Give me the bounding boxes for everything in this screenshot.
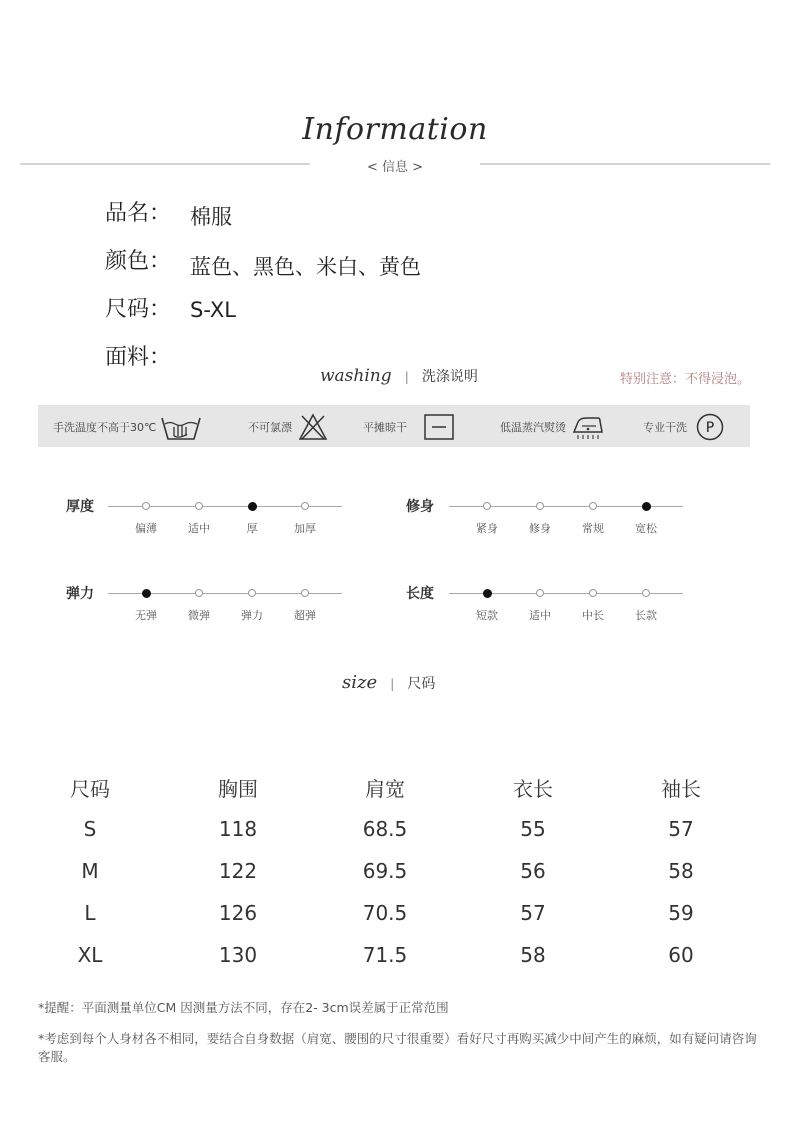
info-label-size: 尺码： <box>105 297 172 322</box>
scale-dot <box>483 502 491 510</box>
size-table-cell: 130 <box>218 943 258 967</box>
size-table-cell: 71.5 <box>362 943 408 967</box>
scale-dot <box>248 589 256 597</box>
hand-wash-icon <box>160 412 202 446</box>
page-title: Information <box>302 112 488 147</box>
scale-dot-selected <box>483 589 492 598</box>
scale-dot-selected <box>642 502 651 511</box>
no-bleach-icon <box>298 412 328 446</box>
scale-option-label: 偏薄 <box>135 522 157 535</box>
footnote-measure: *提醒：平面测量单位CM 因测量方法不同，存在2- 3cm误差属于正常范围 <box>38 1000 449 1015</box>
care-text-iron: 低温蒸汽熨烫 <box>500 421 566 434</box>
size-table-cell: 60 <box>668 943 694 967</box>
info-label-color: 颜色： <box>105 249 172 274</box>
info-label-fabric: 面料： <box>105 345 172 370</box>
scale-dot <box>536 589 544 597</box>
size-heading <box>342 672 435 693</box>
washing-script: washing <box>320 366 392 386</box>
scale-option-label: 中长 <box>582 609 604 622</box>
size-table-cell: 68.5 <box>362 817 408 841</box>
care-text-hand-wash: 手洗温度不高于30℃ <box>53 421 157 434</box>
size-table-header: 衣长 <box>513 777 553 801</box>
scale-dot <box>589 589 597 597</box>
size-title: 尺码 <box>407 676 436 692</box>
scale-dot <box>142 502 150 510</box>
scale-dot <box>195 589 203 597</box>
size-table-cell: S <box>83 817 97 841</box>
scale-option-label: 长款 <box>635 609 657 622</box>
info-label-name: 品名： <box>105 201 172 226</box>
scale-option-label: 适中 <box>529 609 551 622</box>
size-table-header: 肩宽 <box>365 777 405 801</box>
size-table-cell: 122 <box>218 859 258 883</box>
scale-dot <box>301 502 309 510</box>
info-value-size: S-XL <box>190 298 236 322</box>
scale-option-label: 紧身 <box>476 522 498 535</box>
scale-dot <box>301 589 309 597</box>
scale-dot-selected <box>142 589 151 598</box>
scale-option-label: 微弹 <box>188 609 210 622</box>
scale-dot <box>642 589 650 597</box>
scale-option-label: 超弹 <box>294 609 316 622</box>
size-table-cell: 57 <box>668 817 694 841</box>
scale-dot <box>195 502 203 510</box>
care-text-no-bleach: 不可氯漂 <box>248 421 292 434</box>
care-text-dry-clean: 专业干洗 <box>643 421 687 434</box>
size-table-cell: 56 <box>520 859 546 883</box>
scale-option-label: 修身 <box>529 522 551 535</box>
scale-option-label: 适中 <box>188 522 210 535</box>
size-table-header: 尺码 <box>70 777 110 801</box>
size-table-cell: 126 <box>218 901 258 925</box>
size-table-cell: 70.5 <box>362 901 408 925</box>
info-value-name: 棉服 <box>190 205 232 229</box>
scale-dot <box>536 502 544 510</box>
dry-clean-p-icon <box>695 412 725 446</box>
scale-option-label: 加厚 <box>294 522 316 535</box>
size-script: size <box>342 672 378 693</box>
washing-title: 洗涤说明 <box>421 369 478 385</box>
dry-flat-icon <box>423 412 455 446</box>
scale-option-label: 弹力 <box>241 609 263 622</box>
scale-option-label: 短款 <box>476 609 498 622</box>
size-separator: | <box>390 677 395 691</box>
iron-low-icon <box>570 412 606 446</box>
size-table-cell: 69.5 <box>362 859 408 883</box>
care-text-dry-flat: 平摊晾干 <box>363 421 407 434</box>
scale-option-label: 宽松 <box>635 522 657 535</box>
svg-text:P: P <box>705 420 715 436</box>
scale-label: 长度 <box>406 586 434 602</box>
size-table-cell: 58 <box>668 859 694 883</box>
size-table-cell: 57 <box>520 901 546 925</box>
washing-heading <box>320 366 478 386</box>
footnote-advice: *考虑到每个人身材各不相同，要结合自身数据（肩宽、腰围的尺寸很重要）看好尺寸再购买减少中间产生的麻烦，如有疑问请咨询客服。 <box>38 1031 757 1064</box>
washing-note: 特别注意：不得浸泡。 <box>620 372 751 387</box>
size-table-cell: L <box>84 901 96 925</box>
info-value-color: 蓝色、黑色、米白、黄色 <box>190 255 421 279</box>
size-table-header: 胸围 <box>218 777 258 801</box>
size-table-header: 袖长 <box>661 777 701 801</box>
scale-dot-selected <box>248 502 257 511</box>
scale-label: 修身 <box>406 499 434 515</box>
scale-label: 厚度 <box>66 499 94 515</box>
size-table-cell: 58 <box>520 943 546 967</box>
scale-option-label: 无弹 <box>135 609 157 622</box>
size-table-cell: 118 <box>218 817 258 841</box>
page-subtitle: < 信息 > <box>366 160 424 175</box>
size-table-cell: 55 <box>520 817 546 841</box>
scale-label: 弹力 <box>66 586 94 602</box>
scale-option-label: 厚 <box>246 522 258 535</box>
washing-separator: | <box>404 370 409 384</box>
size-table-cell: 59 <box>668 901 694 925</box>
care-instructions-bar <box>38 405 750 447</box>
scale-option-label: 常规 <box>582 522 604 535</box>
size-table-cell: M <box>81 859 99 883</box>
scale-dot <box>589 502 597 510</box>
size-table-cell: XL <box>77 943 103 967</box>
